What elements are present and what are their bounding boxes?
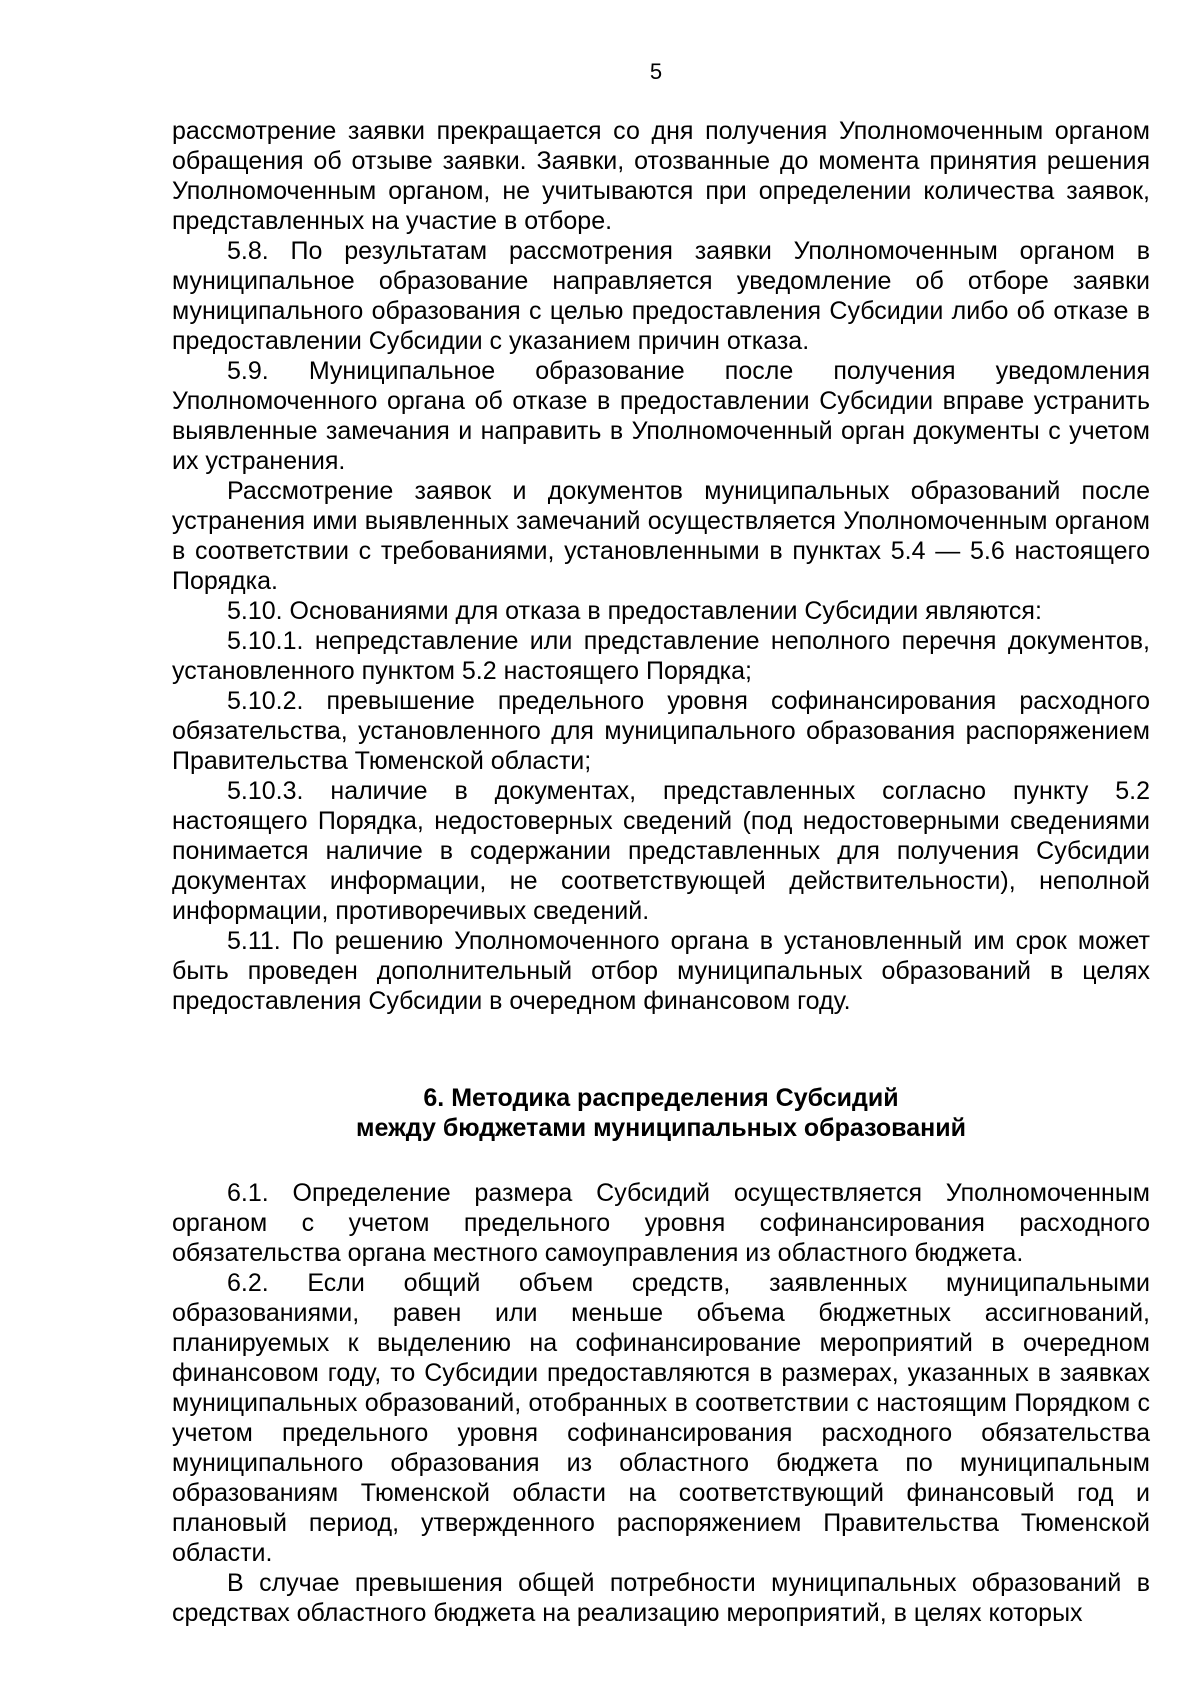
text-block-section-5 [172, 116, 1150, 1016]
paragraph-5-10: 5.10. Основаниями для отказа в предоставлении Субсидии являются: [227, 597, 1042, 625]
paragraph-6-2: 6.2. Если общий объем средств, заявленных муниципальными образованиями, равен или меньше объема бюджетных ассигнований, планируемых к выделению на софинансирование мероприятий в очередном финансовом году, то Субсидии предоставляются в размерах, указанных в заявках муниципальных образований, отобранных в соответствии с настоящим Порядком с учетом предельного уровня софинансирования расходного обязательства муниципального образования из областного бюджета по муниципальным образованиям Тюменской области на соответствующий финансовый год и плановый период, утвержденного распоряжением Правительства Тюменской области. [172, 1269, 1150, 1567]
paragraph-5-11: 5.11. По решению Уполномоченного органа в установленный им срок может быть проведен дополнительный отбор муниципальных образований в целях предоставления Субсидии в очередном финансовом году. [172, 927, 1150, 1015]
paragraph-5-8: 5.8. По результатам рассмотрения заявки Уполномоченным органом в муниципальное образование направляется уведомление об отборе заявки муниципального образования с целью предоставления Субсидии либо об отказе в предоставлении Субсидии с указанием причин отказа. [172, 237, 1150, 355]
paragraph-6-1: 6.1. Определение размера Субсидий осуществляется Уполномоченным органом с учетом предельного уровня софинансирования расходного обязательства органа местного самоуправления из областного бюджета. [172, 1179, 1150, 1267]
paragraph-5-9: 5.9. Муниципальное образование после получения уведомления Уполномоченного органа об отказе в предоставлении Субсидии вправе устранить выявленные замечания и направить в Уполномоченный орган документы с учетом их устранения. [172, 357, 1150, 475]
paragraph-continuation: рассмотрение заявки прекращается со дня получения Уполномоченным органом обращения об отзыве заявки. Заявки, отозванные до момента принятия решения Уполномоченным органом, не учитываются при определении количества заявок, представленных на участие в отборе. [172, 117, 1150, 235]
page-number: 5 [649, 59, 663, 84]
section-6-heading [172, 1083, 1150, 1143]
section-6-heading-line-1: 6. Методика распределения Субсидий [423, 1084, 899, 1112]
text-block-section-6 [172, 1178, 1150, 1628]
paragraph-review: Рассмотрение заявок и документов муниципальных образований после устранения ими выявленных замечаний осуществляется Уполномоченным органом в соответствии с требованиями, установленными в пунктах 5.4 — 5.6 настоящего Порядка. [172, 477, 1150, 595]
paragraph-5-10-1: 5.10.1. непредставление или представление неполного перечня документов, установленного пунктом 5.2 настоящего Порядка; [172, 627, 1150, 685]
paragraph-excess-demand: В случае превышения общей потребности муниципальных образований в средствах областного бюджета на реализацию мероприятий, в целях которых [172, 1569, 1150, 1627]
paragraph-5-10-3: 5.10.3. наличие в документах, представленных согласно пункту 5.2 настоящего Порядка, недостоверных сведений (под недостоверными сведениями понимается наличие в содержании представленных для получения Субсидии документах информации, не соответствующей действительности), неполной информации, противоречивых сведений. [172, 777, 1150, 925]
section-6-heading-line-2: между бюджетами муниципальных образований [356, 1114, 966, 1142]
paragraph-5-10-2: 5.10.2. превышение предельного уровня софинансирования расходного обязательства, установленного для муниципального образования распоряжением Правительства Тюменской области; [172, 687, 1150, 775]
